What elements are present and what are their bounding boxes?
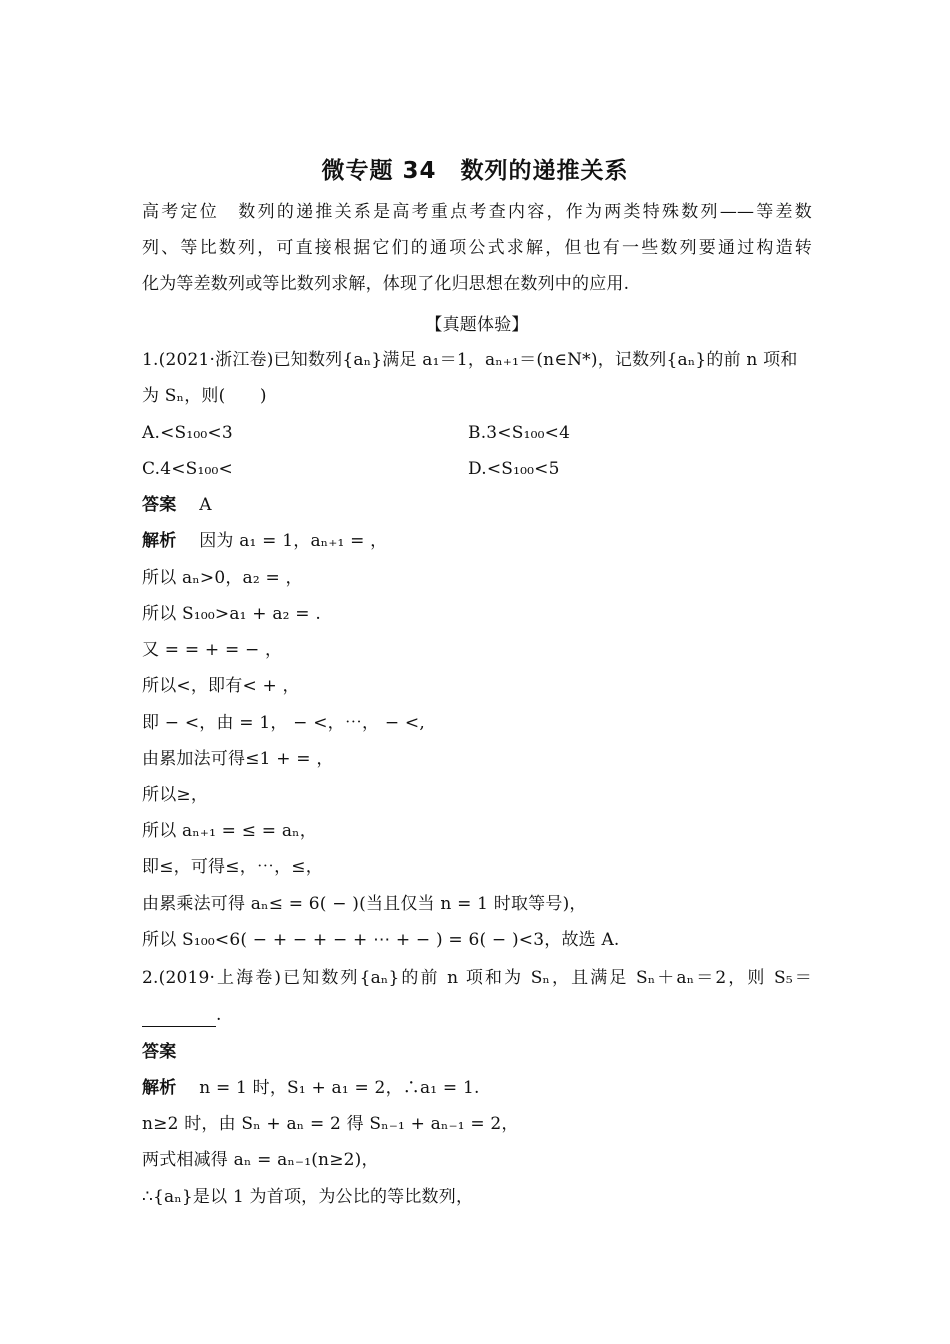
q1-analysis-line: 所以 aₙ>0，a₂ = ， [142, 568, 303, 588]
q1-analysis-first [142, 529, 812, 553]
q1-option-c: C.4<S₁₀₀< [142, 459, 234, 479]
q1-stem-line-1: 1.(2021·浙江卷)已知数列{aₙ}满足 a₁＝1，aₙ₊₁＝(n∈N*)，记数列{aₙ}的前 n 项和 [142, 350, 798, 370]
q2-analysis-text: n = 1 时，S₁ + a₁ = 2，∴a₁ = 1. [199, 1078, 480, 1098]
q1-analysis-line: 所以 S₁₀₀>a₁ + a₂ = . [142, 604, 321, 624]
q2-stem-line-2 [142, 1003, 812, 1027]
q1-analysis-text: 因为 a₁ = 1，aₙ₊₁ = ， [199, 531, 388, 551]
answer-blank [142, 1010, 216, 1027]
q2-analysis-label: 解析 [142, 1078, 177, 1098]
q1-analysis-line: 又 = = + = − ， [142, 640, 283, 660]
intro-line-2: 列、等比数列，可直接根据它们的通项公式求解，但也有一些数列要通过构造转 [142, 238, 812, 258]
q1-analysis-label: 解析 [142, 531, 177, 551]
intro-line-3: 化为等差数列或等比数列求解，体现了化归思想在数列中的应用. [142, 274, 630, 294]
q2-stem-line-1: 2.(2019·上海卷)已知数列{aₙ}的前 n 项和为 Sₙ，且满足 Sₙ＋aₙ＝2，则 S₅＝ [142, 968, 812, 988]
q1-analysis-line: 即≤，可得≤，⋯，≤， [142, 857, 323, 877]
q1-option-row-2 [142, 457, 812, 481]
page-title: 微专题 34 数列的递推关系 [321, 158, 629, 184]
q1-answer-value: A [199, 495, 212, 515]
q1-option-a: A.<S₁₀₀<3 [142, 423, 233, 443]
q1-analysis-line: 所以<，即有< + ， [142, 676, 300, 696]
intro-line-1: 高考定位 数列的递推关系是高考重点考查内容，作为两类特殊数列——等差数 [142, 202, 812, 222]
q1-analysis-line: 所以 aₙ₊₁ = ≤ = aₙ， [142, 821, 317, 841]
q2-answer [142, 1040, 812, 1064]
q2-analysis-line: ∴{aₙ}是以 1 为首项，为公比的等比数列， [142, 1187, 474, 1207]
q2-answer-label: 答案 [142, 1042, 177, 1062]
q1-answer-label: 答案 [142, 495, 177, 515]
section-heading: 【真题体验】 [425, 315, 529, 335]
q2-analysis-line: n≥2 时，由 Sₙ + aₙ = 2 得 Sₙ₋₁ + aₙ₋₁ = 2， [142, 1114, 519, 1134]
q1-option-d: D.<S₁₀₀<5 [468, 459, 560, 479]
q1-analysis-line: 由累乘法可得 aₙ≤ = 6( − )(当且仅当 n = 1 时取等号)， [142, 894, 587, 914]
q2-analysis-line: 两式相减得 aₙ = aₙ₋₁(n≥2)， [142, 1150, 379, 1170]
q2-analysis-first [142, 1076, 812, 1100]
q2-stem-suffix: . [216, 1005, 222, 1025]
q1-analysis-line: 由累加法可得≤1 + = ， [142, 749, 334, 769]
q1-analysis-line: 即 − <，由 = 1， − <，⋯， − <, [142, 713, 425, 733]
q1-stem-line-2: 为 Sₙ，则( ) [142, 386, 267, 406]
q1-option-b: B.3<S₁₀₀<4 [468, 423, 571, 443]
q1-answer [142, 493, 812, 517]
q1-option-row-1 [142, 421, 812, 445]
q1-analysis-line: 所以≥， [142, 785, 209, 805]
q1-analysis-line: 所以 S₁₀₀<6( − + − + − + ⋯ + − ) = 6( − )<3，故选 A. [142, 930, 620, 950]
